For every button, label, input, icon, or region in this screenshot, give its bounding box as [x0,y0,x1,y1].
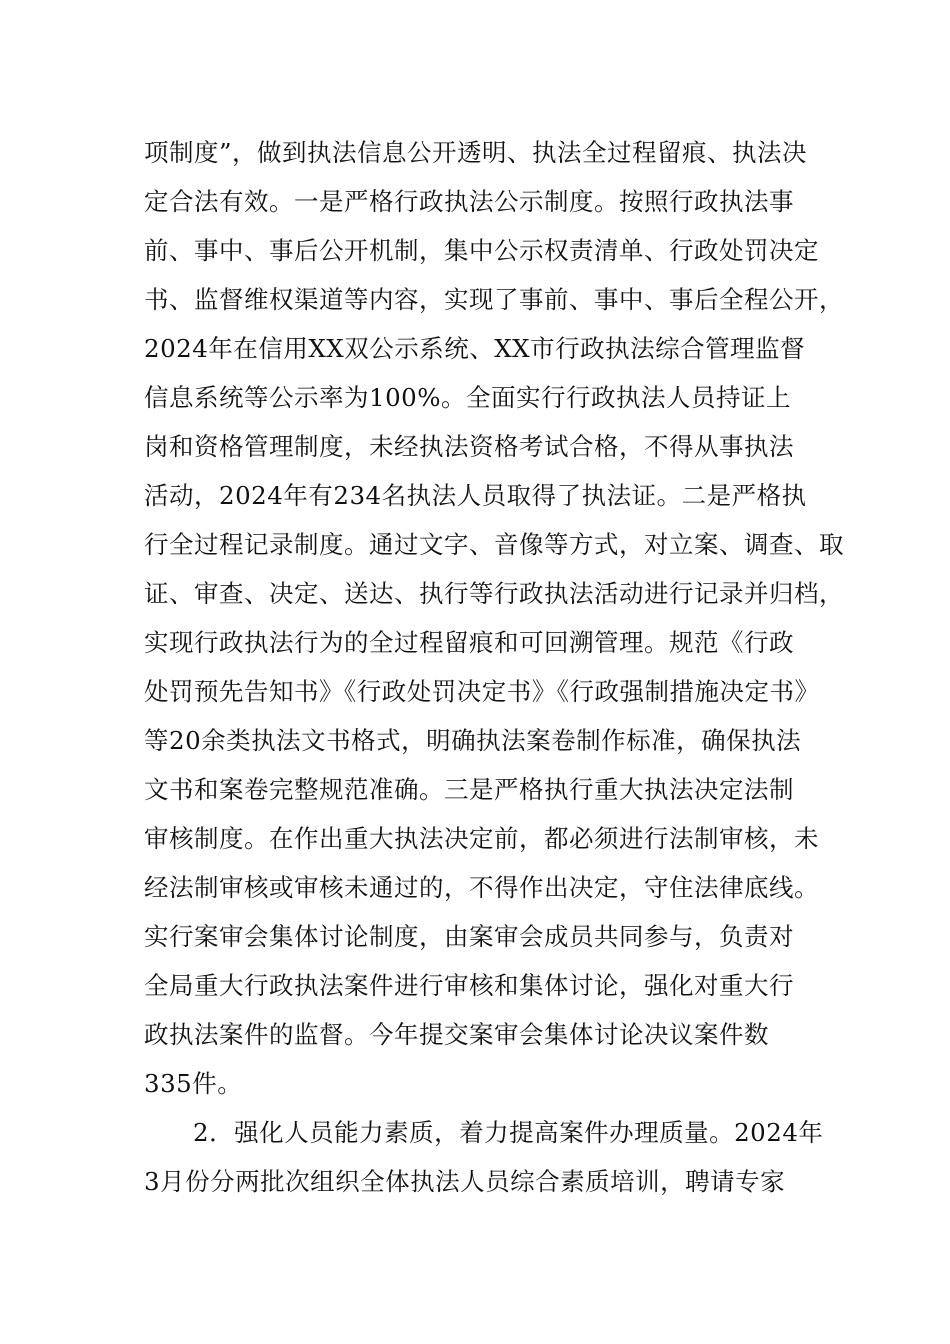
text-line: 全局重大行政执法案件进行审核和集体讨论，强化对重大行 [144,971,794,1000]
text-line: 实行案审会集体讨论制度，由案审会成员共同参与，负责对 [144,922,794,951]
text-line: 书、监督维权渠道等内容，实现了事前、事中、事后全程公开， [144,285,844,314]
body-text [144,128,844,1206]
text-line: 证、审查、决定、送达、执行等行政执法活动进行记录并归档， [144,579,844,608]
text-line: 项制度”，做到执法信息公开透明、执法全过程留痕、执法决 [144,138,808,167]
text-line: 实现行政执法行为的全过程留痕和可回溯管理。规范《行政 [144,628,794,657]
text-line: 活动，2024年有234名执法人员取得了执法证。二是严格执 [144,481,807,510]
text-line: 定合法有效。一是严格行政执法公示制度。按照行政执法事 [144,187,794,216]
text-line: 信息系统等公示率为100%。全面实行行政执法人员持证上 [144,383,792,412]
text-line: 经法制审核或审核未通过的，不得作出决定，守住法律底线。 [144,873,819,902]
text-line: 文书和案卷完整规范准确。三是严格执行重大执法决定法制 [144,775,794,804]
text-line: 335件。 [144,1069,243,1098]
text-line: 处罚预先告知书》《行政处罚决定书》《行政强制措施决定书》 [144,677,820,706]
text-line: 岗和资格管理制度，未经执法资格考试合格，不得从事执法 [144,432,794,461]
text-line: 行全过程记录制度。通过文字、音像等方式，对立案、调查、取 [144,530,844,559]
text-line: 前、事中、事后公开机制，集中公示权责清单、行政处罚决定 [144,236,819,265]
section-heading-line: 2．强化人员能力素质，着力提高案件办理质量。2024年 [193,1118,824,1147]
text-line: 审核制度。在作出重大执法决定前，都必须进行法制审核，未 [144,824,819,853]
text-line: 2024年在信用XX双公示系统、XX市行政执法综合管理监督 [144,334,806,363]
text-line: 3月份分两批次组织全体执法人员综合素质培训，聘请专家 [144,1167,786,1196]
text-line: 等20余类执法文书格式，明确执法案卷制作标准，确保执法 [144,726,802,755]
text-line: 政执法案件的监督。今年提交案审会集体讨论决议案件数 [144,1020,769,1049]
